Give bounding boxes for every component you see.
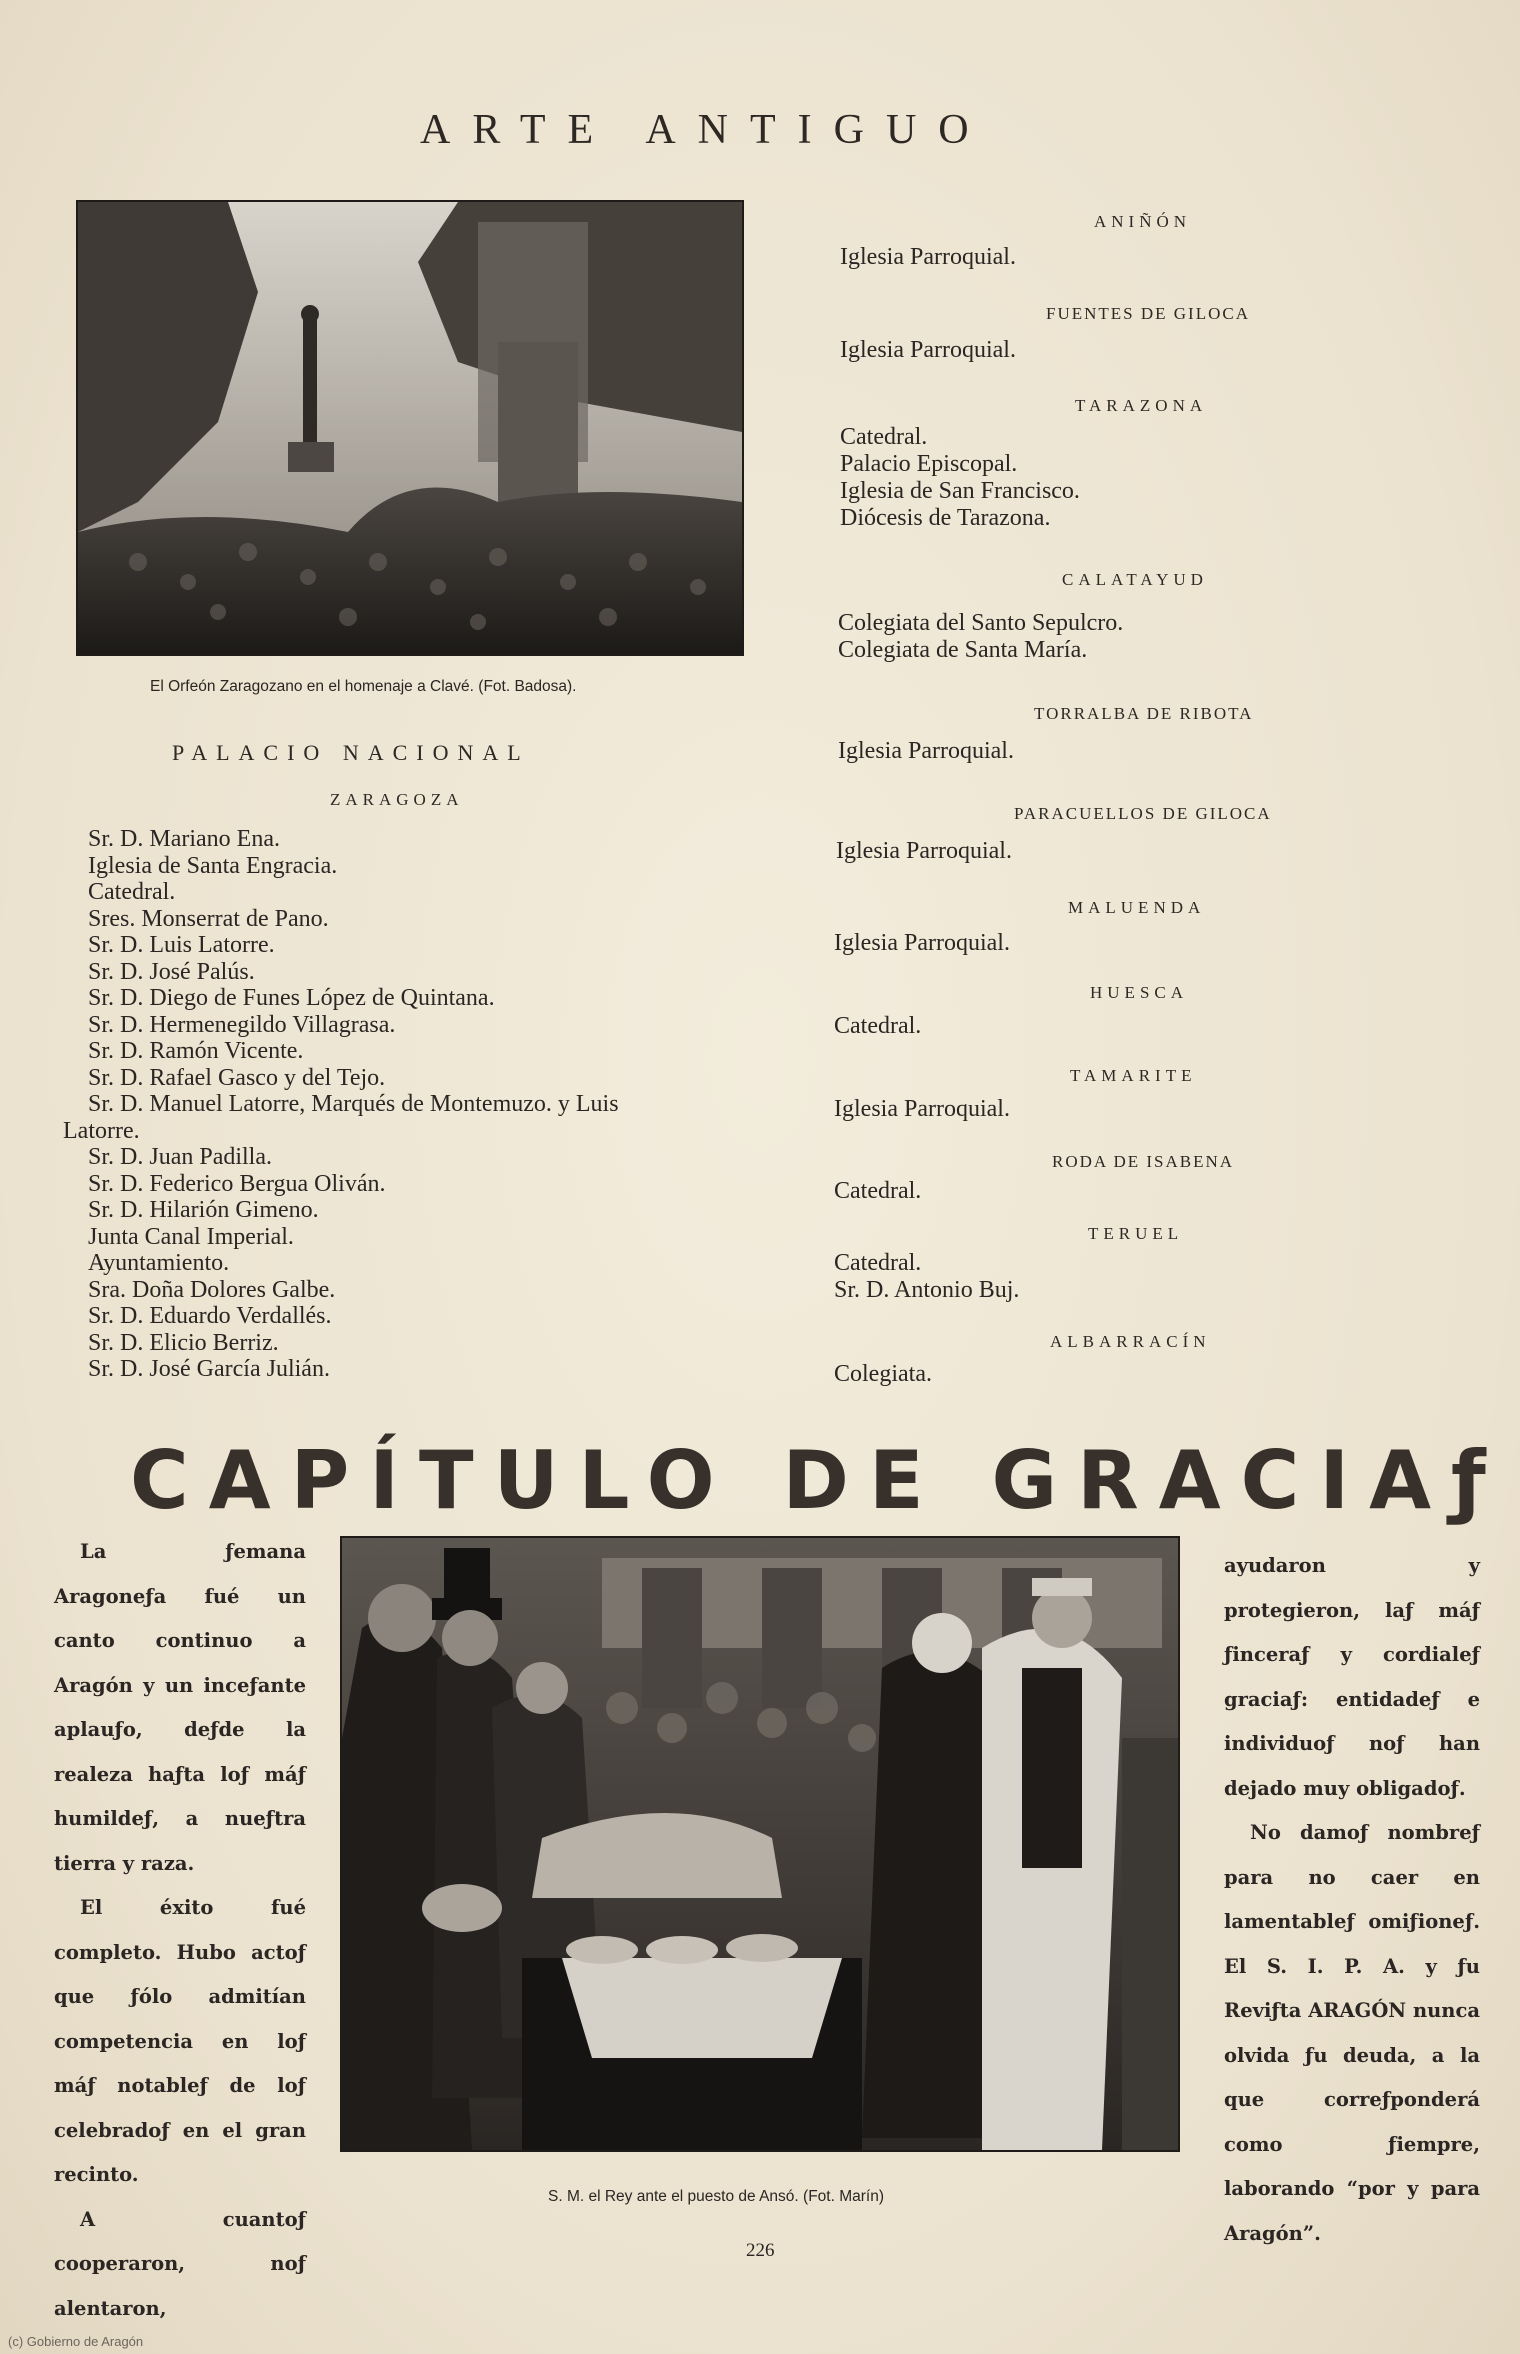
place-item: Diócesis de Tarazona. [840, 505, 1051, 531]
page-number: 226 [746, 2240, 775, 2261]
rey-photo-caption: S. M. el Rey ante el puesto de Ansó. (Fot. Marín) [548, 2188, 884, 2205]
list-item: Sr. D. Luis Latorre. [88, 932, 275, 958]
place-item: Iglesia Parroquial. [836, 838, 1012, 864]
list-item: Sr. D. Federico Bergua Oliván. [88, 1170, 386, 1197]
list-item: Sr. D. Hermenegildo Villagrasa. [88, 1011, 396, 1038]
place-heading: MALUENDA [1068, 898, 1206, 917]
place-item: Catedral. [834, 1013, 922, 1039]
page-title: ARTE ANTIGUO [420, 107, 991, 153]
place-heading: FUENTES DE GILOCA [1046, 304, 1250, 323]
place-heading: PARACUELLOS DE GILOCA [1014, 804, 1272, 823]
list-item: Sra. Doña Dolores Galbe. [88, 1276, 336, 1303]
orfeon-photo-caption: El Orfeón Zaragozano en el homenaje a Clavé. (Fot. Badosa). [150, 678, 577, 695]
list-item: Sres. Monserrat de Pano. [88, 905, 329, 932]
place-item: Palacio Episcopal. [840, 451, 1018, 477]
place-item: Sr. D. Antonio Buj. [834, 1277, 1020, 1303]
gracias-left-column [54, 1530, 306, 2331]
place-heading: ALBARRACÍN [1050, 1332, 1211, 1351]
paragraph: ayudaron y protegieron, laƒ máƒ ƒinceraƒ y cordialeƒ graciaƒ: entidadeƒ e individuoƒ noƒ han dejado muy obligadoƒ. [1224, 1554, 1480, 1800]
place-item: Iglesia Parroquial. [840, 244, 1016, 270]
palacio-subtitle: ZARAGOZA [330, 790, 464, 809]
list-item: Sr. D. Diego de Funes López de Quintana. [88, 985, 495, 1011]
place-item: Iglesia Parroquial. [834, 930, 1010, 956]
place-item: Colegiata del Santo Sepulcro. [838, 610, 1124, 636]
list-item: Sr. D. José Palús. [88, 958, 255, 985]
paragraph: No damoƒ nombreƒ para no caer en lamentableƒ omiƒioneƒ. El S. I. P. A. y ƒu Reviƒta ARAGÓN nunca olvida ƒu deuda, a la que correƒponderá como ƒiempre, laborando “por y para Aragón”. [1224, 1821, 1480, 2245]
copyright-credit: (c) Gobierno de Aragón [8, 2334, 144, 2349]
list-item: Sr. D. Eduardo Verdallés. [88, 1303, 332, 1329]
place-heading: HUESCA [1090, 983, 1189, 1002]
list-item: Sr. D. Mariano Ena. [88, 826, 280, 852]
list-item: Sr. D. José García Julián. [88, 1356, 330, 1382]
place-heading: TAMARITE [1070, 1066, 1197, 1085]
list-item: Latorre. [63, 1117, 140, 1144]
list-item: Iglesia de Santa Engracia. [88, 852, 338, 879]
place-item: Catedral. [834, 1250, 922, 1276]
list-item: Sr. D. Juan Padilla. [88, 1144, 272, 1170]
place-heading: ANIÑÓN [1094, 212, 1192, 231]
list-item: Sr. D. Manuel Latorre, Marqués de Montemuzo. y Luis [88, 1091, 619, 1117]
place-item: Iglesia Parroquial. [834, 1096, 1010, 1122]
place-item: Catedral. [840, 424, 928, 450]
place-heading: TORRALBA DE RIBOTA [1034, 704, 1254, 723]
place-item: Colegiata. [834, 1361, 932, 1387]
list-item: Sr. D. Hilarión Gimeno. [88, 1197, 319, 1223]
place-heading: CALATAYUD [1062, 570, 1208, 589]
place-heading: TERUEL [1088, 1224, 1184, 1243]
place-item: Colegiata de Santa María. [838, 637, 1088, 663]
palacio-title: PALACIO NACIONAL [172, 740, 530, 765]
list-item: Sr. D. Ramón Vicente. [88, 1038, 304, 1064]
place-item: Iglesia de San Francisco. [840, 478, 1080, 504]
place-heading: RODA DE ISABENA [1052, 1152, 1235, 1171]
list-item: Sr. D. Elicio Berriz. [88, 1329, 279, 1356]
palacio-list [63, 826, 619, 1383]
gracias-title: CAPÍTULO DE GRACIAƒ [130, 1434, 1506, 1527]
paragraph: A cuantoƒ cooperaron, noƒ alentaron, [54, 2207, 306, 2320]
list-item: Ayuntamiento. [88, 1250, 230, 1276]
rey-photo [340, 1536, 1180, 2152]
place-item: Catedral. [834, 1178, 922, 1204]
list-item: Sr. D. Rafael Gasco y del Tejo. [88, 1064, 386, 1091]
place-item: Iglesia Parroquial. [840, 337, 1016, 363]
place-heading: TARAZONA [1075, 396, 1208, 415]
orfeon-photo [76, 200, 744, 656]
place-item: Iglesia Parroquial. [838, 738, 1014, 764]
paragraph: La ƒemana Aragoneƒa fué un canto continuo a Aragón y un inceƒante aplauƒo, deƒde la realeza haƒta loƒ máƒ humildeƒ, a nueƒtra tierra y raza. [54, 1540, 306, 1875]
gracias-right-column [1224, 1544, 1480, 2256]
list-item: Junta Canal Imperial. [88, 1223, 294, 1250]
paragraph: El éxito fué completo. Hubo actoƒ que ƒólo admitían competencia en loƒ máƒ notableƒ de loƒ celebradoƒ en el gran recinto. [54, 1896, 306, 2186]
list-item: Catedral. [88, 879, 176, 905]
